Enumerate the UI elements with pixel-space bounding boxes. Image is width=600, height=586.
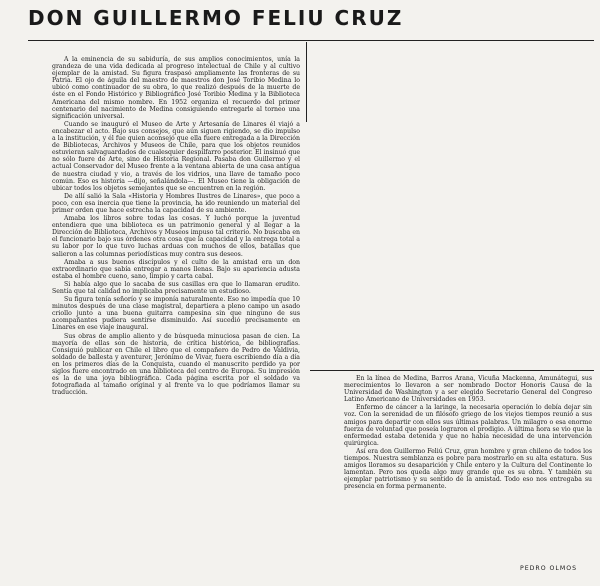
paragraph: De allí salió la Sala «Historia y Hombres Ilustres de Linares», que poco a poco, con esa inercia que tiene la provincia, ha ido reuniendo un material del primer orden que hace estrecha la capacidad de su ambiente.	[52, 192, 300, 214]
paragraph: En la línea de Medina, Barros Arana, Vicuña Mackenna, Amunátegui, sus merecimientos lo llevaron a ser nombrado Doctor Honoris Causa de la Universidad de Washington y a ser elegido Secretario General del Congreso Latino Americano de Universidades en 1953.	[344, 375, 592, 404]
article-column-right	[344, 375, 592, 492]
paragraph: Sus obras de amplio aliento y de búsqueda minuciosa pasan de cien. La mayoría de ellas son de historia, de crítica histórica, de bibliografías. Consiguió publicar en Chile el libro que el compañero de Pedro de Valdivia, soldado de ballesta y aventurer, Jerónimo de Vivar, fuera escribiendo día a día en los primeros días de la Conquista, cuando el manuscrito perdido ya por siglos fuere encontrado en una biblioteca del centro de Europa. Su impresión es la de una joya bibliográfica. Cada página escrita por el soldado va fotografiada al tamaño original y al frente va lo que podríamos llamar su traducción.	[52, 332, 300, 397]
article-title: DON GUILLERMO FELIU CRUZ	[28, 6, 404, 30]
article-column-left	[52, 56, 300, 397]
paragraph: Su figura tenía señorío y se imponía naturalmente. Eso no impedía que 10 minutos después de una clase magistral, departiera a pleno campo un asado criollo junto a una buena guitarra campesina sin que ninguno de sus acompañantes pudiera sentirse disminuido. Así sucedió precisamente en Linares en ese viaje inaugural.	[52, 296, 300, 332]
paragraph: Cuando se inauguró el Museo de Arte y Artesanía de Linares él viajó a encabezar el acto. Bajo sus consejos, que aún siguen rigiendo, se dio impulso a la institución, y él fue quien aconsejó que ella fuere entregada a la Dirección de Bibliotecas, Archivos y Museos de Chile, para que los objetos reunidos estuvieran salvaguardados de cualesquier despilfarro posterior. El insinuó que no sólo fuere de Arte, sino de Historia Regional. Pasaba don Guillermo y el actual Conservador del Museo frente a la ventana abierta de una casa antigua de nuestra ciudad y vio, a través de los vidrios, una llave de tamaño poco común. Eso es historia —dijo, señalándola—. El Museo tiene la obligación de ubicar todos los objetos semejantes que se encuentren en la región.	[52, 120, 300, 192]
paragraph: Si había algo que lo sacaba de sus casillas era que lo llamaran erudito. Sentía que tal calidad no implicaba precisamente un estudioso.	[52, 280, 300, 295]
paragraph: Amaba a sus buenos discípulos y el culto de la amistad era un don extraordinario que sabía entregar a manos llenas. Bajo su apariencia adusta estaba el hombre cueno, sano, limpio y carta cabal.	[52, 258, 300, 280]
bottom-right-rule	[310, 370, 594, 371]
paragraph: Enfermo de cáncer a la laringe, la necesaria operación lo debía dejar sin voz. Con la serenidad de un filósofo griego de los viejos tiempos reunió a sus amigos para departir con ellos sus últimas palabras. Un milagro o esa enorme fuerza de voluntad que poseía lograron el prodigio. A última hora se vio que la enfermedad estaba detenida y que no había necesidad de una intervención quirúrgica.	[344, 404, 592, 447]
paragraph: Amaba los libros sobre todas las cosas. Y luchó porque la juventud entendiera que una biblioteca es un patrimonio general y al llegar a la Dirección de Biblioteca, Archivos y Museos impuso tal criterio. No buscaba en el funcionario bajo sus órdenes otra cosa que la capacidad y la entrega total a su labor por lo que tuvo luchas arduas con muchos de ellos, batallas que salieron a las columnas periodísticas muy contra sus deseos.	[52, 215, 300, 258]
paragraph: A la eminencia de su sabiduría, de sus amplios conocimientos, unía la grandeza de una vida dedicada al progreso intelectual de Chile y al cultivo ejemplar de la amistad. Su figura traspasó ampliamente las fronteras de su Patria. El ojo de águila del maestro de maestros don José Toribio Medina lo ubicó como continuador de su obra, lo que realizó después de la muerte de éste en el Fondo Histórico y Bibliográfico José Toribio Medina y la Biblioteca Americana del mismo nombre. En 1952 organiza el recuerdo del primer centenario del nacimiento de Medina consiguiendo entregarle al torneo una significación universal.	[52, 56, 300, 120]
paragraph: Así era don Guillermo Feliú Cruz, gran hombre y gran chileno de todos los tiempos. Nuestra semblanza es pobre para mostrarlo en su alta estatura. Sus amigos lloramos su desaparición y Chile entero y la Cultura del Continente lo lamentan. Pero nos queda algo muy grande que es su obra. Y también su ejemplar patriotismo y su sentido de la amistad. Todo eso nos entregaba su presencia en forma permanente.	[344, 447, 592, 491]
author-signature: PEDRO OLMOS	[520, 565, 577, 572]
column-rule	[306, 42, 307, 122]
top-rule	[28, 40, 594, 41]
